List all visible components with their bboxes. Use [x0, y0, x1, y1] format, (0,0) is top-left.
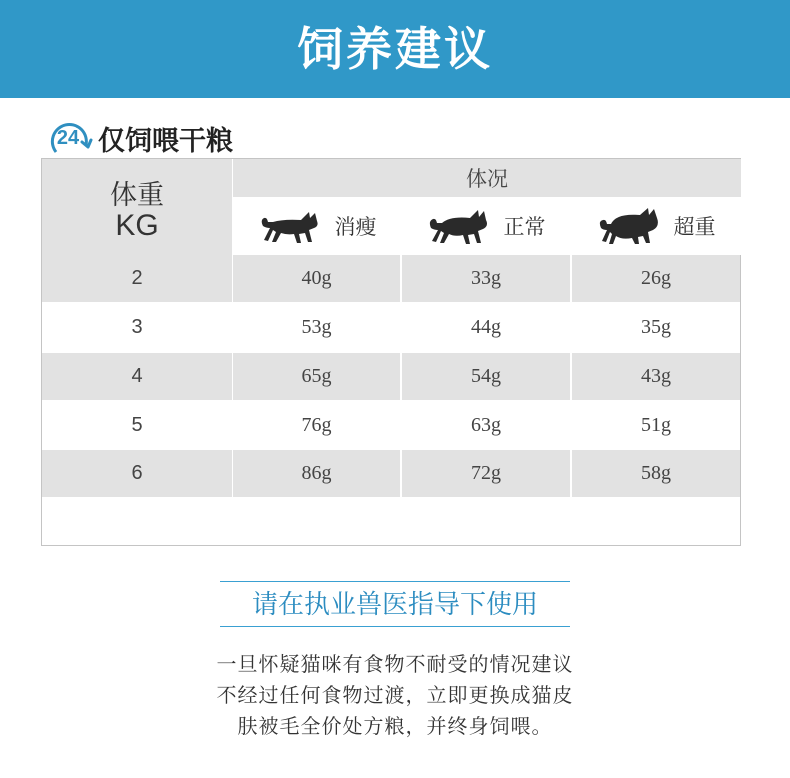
- overweight-amount-cell: 35g: [641, 316, 671, 338]
- normal-amount-cell: 54g: [402, 353, 570, 400]
- condition-header: 体况: [233, 159, 741, 197]
- usage-notice: 请在执业兽医指导下使用: [220, 581, 570, 627]
- normal-amount-cell: 33g: [402, 255, 570, 302]
- condition-overweight-label: 超重: [673, 215, 716, 239]
- weight-cell: 5: [131, 414, 143, 436]
- overweight-cat-icon: [598, 206, 668, 246]
- weight-header: [42, 159, 232, 255]
- weight-cell: 4: [42, 353, 232, 400]
- normal-cat-icon: [428, 206, 498, 246]
- thin-amount-cell: 40g: [233, 255, 400, 302]
- table-row: [42, 450, 740, 497]
- thin-cat-icon: [259, 206, 329, 246]
- condition-normal-label: 正常: [503, 215, 546, 239]
- feeding-advice-text: [150, 649, 640, 742]
- overweight-amount-cell: 26g: [572, 255, 740, 302]
- weight-cell: 6: [42, 450, 232, 497]
- thin-amount-cell: 53g: [301, 316, 332, 338]
- normal-amount-cell: 63g: [471, 414, 501, 436]
- table-row: [42, 353, 740, 400]
- section-title: 仅饲喂干粮: [98, 125, 233, 157]
- banner-title: 饲养建议: [297, 22, 493, 76]
- banner: [0, 0, 790, 98]
- condition-thin-label: 消瘦: [334, 215, 377, 239]
- advice-line: 肤被毛全价处方粮，并终身饲喂。: [237, 714, 553, 738]
- thin-amount-cell: 65g: [233, 353, 400, 400]
- table-row: [42, 402, 740, 449]
- feeding-table: [41, 158, 741, 546]
- weight-cell: 2: [42, 255, 232, 302]
- advice-line: 一旦怀疑猫咪有食物不耐受的情况建议: [216, 652, 574, 676]
- section-heading: [42, 118, 233, 158]
- normal-amount-cell: 72g: [402, 450, 570, 497]
- badge-number: 24: [56, 127, 80, 149]
- overweight-amount-cell: 51g: [641, 414, 671, 436]
- condition-thin: [233, 197, 402, 255]
- thin-amount-cell: 76g: [301, 414, 332, 436]
- overweight-amount-cell: 58g: [572, 450, 740, 497]
- advice-line: 不经过任何食物过渡，立即更换成猫皮: [216, 683, 574, 707]
- weight-header-unit: KG: [115, 209, 159, 242]
- overweight-amount-cell: 43g: [572, 353, 740, 400]
- table-row: [42, 304, 740, 351]
- 24-hour-badge-icon: [42, 118, 96, 158]
- normal-amount-cell: 44g: [471, 316, 501, 338]
- table-row: [42, 255, 740, 302]
- weight-cell: 3: [131, 316, 143, 338]
- condition-normal: [402, 197, 571, 255]
- thin-amount-cell: 86g: [233, 450, 400, 497]
- condition-overweight: [572, 197, 741, 255]
- weight-header-label: 体重: [110, 180, 164, 211]
